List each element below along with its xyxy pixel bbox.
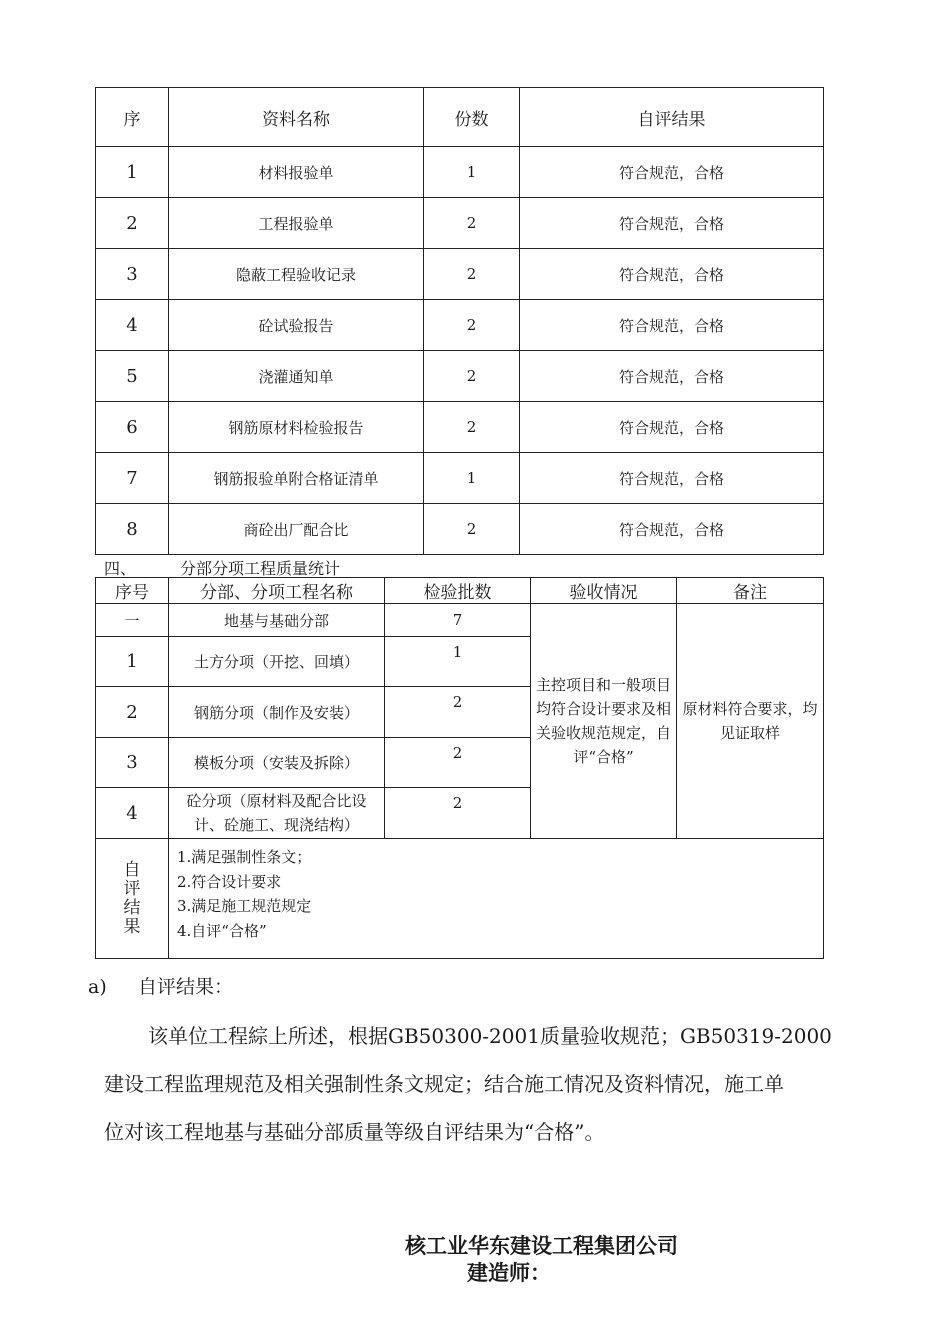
list-item: 4.自评“合格”: [177, 921, 267, 940]
table-row: [96, 300, 824, 351]
row-result: 符合规范，合格: [520, 453, 824, 504]
heading-text: 自评结果：: [138, 976, 234, 998]
self-eval-paragraph: [104, 1012, 864, 1156]
list-item: 2.符合设计要求: [177, 872, 282, 891]
table-header-row: [96, 88, 824, 147]
column-header-no: 序: [96, 88, 169, 147]
row-name: 隐蔽工程验收记录: [169, 249, 424, 300]
row-name: 土方分项（开挖、回填）: [169, 637, 385, 687]
section-4-heading: [104, 556, 340, 579]
column-header-count: 份数: [424, 88, 520, 147]
row-no: 1: [96, 637, 169, 687]
row-no: 5: [96, 351, 169, 402]
company-name: 核工业华东建设工程集团公司: [405, 1233, 678, 1258]
column-header-acceptance: 验收情况: [531, 578, 677, 604]
row-result: 符合规范，合格: [520, 351, 824, 402]
row-name: 砼分项（原材料及配合比设计、砼施工、现浇结构）: [169, 788, 385, 839]
row-name: 模板分项（安装及拆除）: [169, 738, 385, 788]
table-row: [96, 453, 824, 504]
list-item: 3.满足施工规范规定: [177, 897, 312, 915]
row-batches: 2: [385, 738, 531, 788]
row-result: 符合规范，合格: [520, 147, 824, 198]
paragraph-line: 建设工程监理规范及相关强制性条文规定；结合施工情况及资料情况，施工单: [104, 1072, 784, 1096]
row-no: 2: [96, 198, 169, 249]
list-item: 1.满足强制性条文；: [177, 848, 312, 866]
table-row: [96, 351, 824, 402]
row-count: 2: [424, 300, 520, 351]
label-char: 自: [123, 859, 141, 880]
list-marker: a): [88, 976, 107, 998]
self-evaluation-list: [169, 839, 824, 959]
section-number: 四、: [104, 559, 137, 578]
row-no: 8: [96, 504, 169, 555]
remark-cell: 原材料符合要求，均见证取样: [677, 604, 824, 839]
row-batches: 7: [385, 604, 531, 637]
row-name: 砼试验报告: [169, 300, 424, 351]
column-header-name: 分部、分项工程名称: [169, 578, 385, 604]
row-no: 3: [96, 249, 169, 300]
row-no: 6: [96, 402, 169, 453]
acceptance-cell: 主控项目和一般项目均符合设计要求及相关验收规范规定，自评“合格”: [531, 604, 677, 839]
label-char: 果: [123, 916, 141, 937]
document-list-table: [95, 87, 824, 555]
row-name: 工程报验单: [169, 198, 424, 249]
row-no: 2: [96, 687, 169, 738]
table-row: [96, 402, 824, 453]
row-batches: 1: [385, 637, 531, 687]
row-count: 2: [424, 249, 520, 300]
column-header-batches: 检验批数: [385, 578, 531, 604]
self-evaluation-label: [96, 839, 169, 959]
self-eval-heading: [88, 972, 233, 999]
row-no: 一: [96, 604, 169, 637]
row-name: 钢筋报验单附合格证清单: [169, 453, 424, 504]
column-header-name: 资料名称: [169, 88, 424, 147]
row-no: 4: [96, 300, 169, 351]
row-result: 符合规范，合格: [520, 300, 824, 351]
row-result: 符合规范，合格: [520, 249, 824, 300]
builder-label: 建造师：: [467, 1260, 551, 1285]
row-count: 2: [424, 351, 520, 402]
row-count: 2: [424, 402, 520, 453]
column-header-result: 自评结果: [520, 88, 824, 147]
row-count: 1: [424, 453, 520, 504]
row-name: 浇灌通知单: [169, 351, 424, 402]
row-batches: 2: [385, 788, 531, 839]
row-no: 7: [96, 453, 169, 504]
table-row: [96, 147, 824, 198]
row-name: 地基与基础分部: [169, 604, 385, 637]
self-evaluation-row: [96, 839, 824, 959]
row-count: 2: [424, 504, 520, 555]
row-no: 1: [96, 147, 169, 198]
column-header-remark: 备注: [677, 578, 824, 604]
paragraph-line: 该单位工程綜上所述，根据GB50300-2001质量验收规范；GB50319-2000: [148, 1024, 832, 1048]
row-no: 3: [96, 738, 169, 788]
row-name: 商砼出厂配合比: [169, 504, 424, 555]
row-result: 符合规范，合格: [520, 504, 824, 555]
row-batches: 2: [385, 687, 531, 738]
row-result: 符合规范，合格: [520, 402, 824, 453]
paragraph-line: 位对该工程地基与基础分部质量等级自评结果为“合格”。: [104, 1120, 605, 1144]
row-name: 材料报验单: [169, 147, 424, 198]
table-row: [96, 604, 824, 637]
row-result: 符合规范，合格: [520, 198, 824, 249]
column-header-no: 序号: [96, 578, 169, 604]
row-no: 4: [96, 788, 169, 839]
row-name: 钢筋原材料检验报告: [169, 402, 424, 453]
table-row: [96, 249, 824, 300]
section-title: 分部分项工程质量统计: [180, 559, 341, 578]
label-char: 评: [123, 878, 141, 899]
table-row: [96, 504, 824, 555]
label-char: 结: [123, 897, 141, 918]
table-row: [96, 198, 824, 249]
row-count: 1: [424, 147, 520, 198]
table-header-row: [96, 578, 824, 604]
row-name: 钢筋分项（制作及安装）: [169, 687, 385, 738]
quality-statistics-table: [95, 577, 824, 959]
row-count: 2: [424, 198, 520, 249]
